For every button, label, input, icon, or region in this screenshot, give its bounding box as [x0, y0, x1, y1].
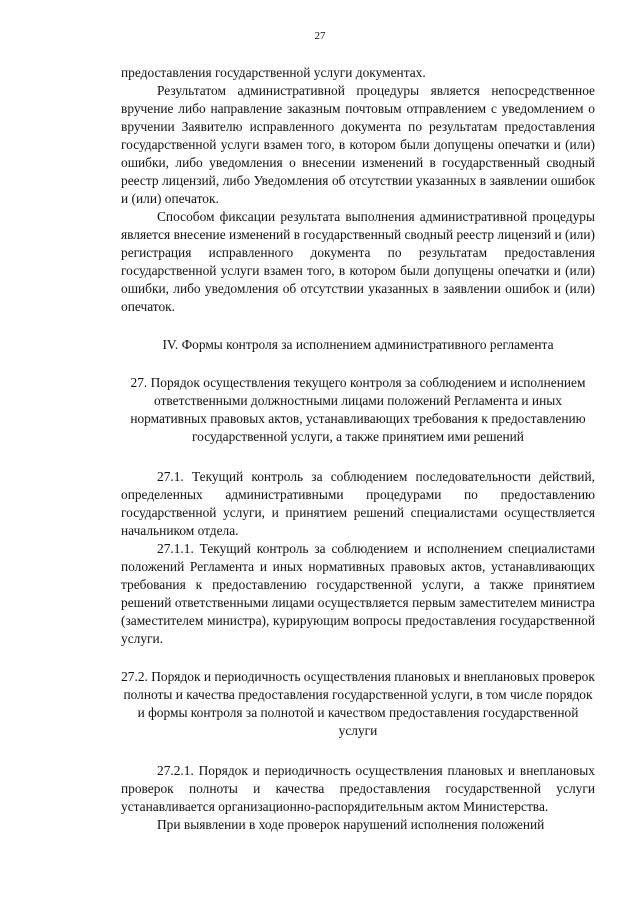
document-body — [121, 64, 595, 834]
section-heading-iv: IV. Формы контроля за исполнением административного регламента — [162, 337, 554, 352]
paragraph-violations: При выявлении в ходе проверок нарушений исполнения положений — [157, 817, 545, 832]
paragraph-27-1-1: 27.1.1. Текущий контроль за соблюдением и исполнением специалистами положений Регламента и иных нормативных правовых актов, устанавливающих требования к предоставлению государственной услуги, а также принятием решений ответственными лицами осуществляется первым заместителем министра (заместителем министра), курирующим вопросы предоставления государственной услуги. — [121, 541, 595, 646]
paragraph-procedure-result: Результатом административной процедуры является непосредственное вручение либо направление заказным почтовым отправлением с уведомлением о вручении Заявителю исправленного документа по результатам предоставления государственной услуги взамен того, в котором были допущены опечатки и (или) ошибки, либо уведомления о внесении изменений в государственный сводный реестр лицензий, либо Уведомления об отсутствии указанных в заявлении ошибок и (или) опечаток. — [121, 83, 595, 206]
page-number: 27 — [314, 30, 326, 42]
subsection-heading-27-2: 27.2. Порядок и периодичность осуществления плановых и внеплановых проверок полноты и качества предоставления государственной услуги, в том числе порядок и формы контроля за полнотой и качеством предоставления государственной услуги — [121, 669, 595, 738]
paragraph-27-1: 27.1. Текущий контроль за соблюдением последовательности действий, определенных административными процедурами по предоставлению государственной услуги, и принятием решений специалистами осуществляется начальником отдела. — [121, 469, 595, 538]
paragraph-result-fixation: Способом фиксации результата выполнения административной процедуры является внесение изменений в государственный сводный реестр лицензий и (или) регистрация исправленного документа по результатам предоставления государственной услуги взамен того, в котором были допущены опечатки и (или) ошибки, либо уведомления об отсутствии указанных в заявлении ошибок и (или) опечаток. — [121, 209, 595, 314]
subsection-heading-27: 27. Порядок осуществления текущего контроля за соблюдением и исполнением ответственными должностными лицами положений Регламента и иных нормативных правовых актов, устанавливающих требования к предоставлению государственной услуги, а также принятием ими решений — [130, 375, 586, 444]
paragraph-continuation: предоставления государственной услуги документах. — [121, 65, 426, 80]
paragraph-27-2-1: 27.2.1. Порядок и периодичность осуществления плановых и внеплановых проверок полноты и качества предоставления государственной услуги устанавливается организационно-распорядительным актом Министерства. — [121, 763, 595, 814]
